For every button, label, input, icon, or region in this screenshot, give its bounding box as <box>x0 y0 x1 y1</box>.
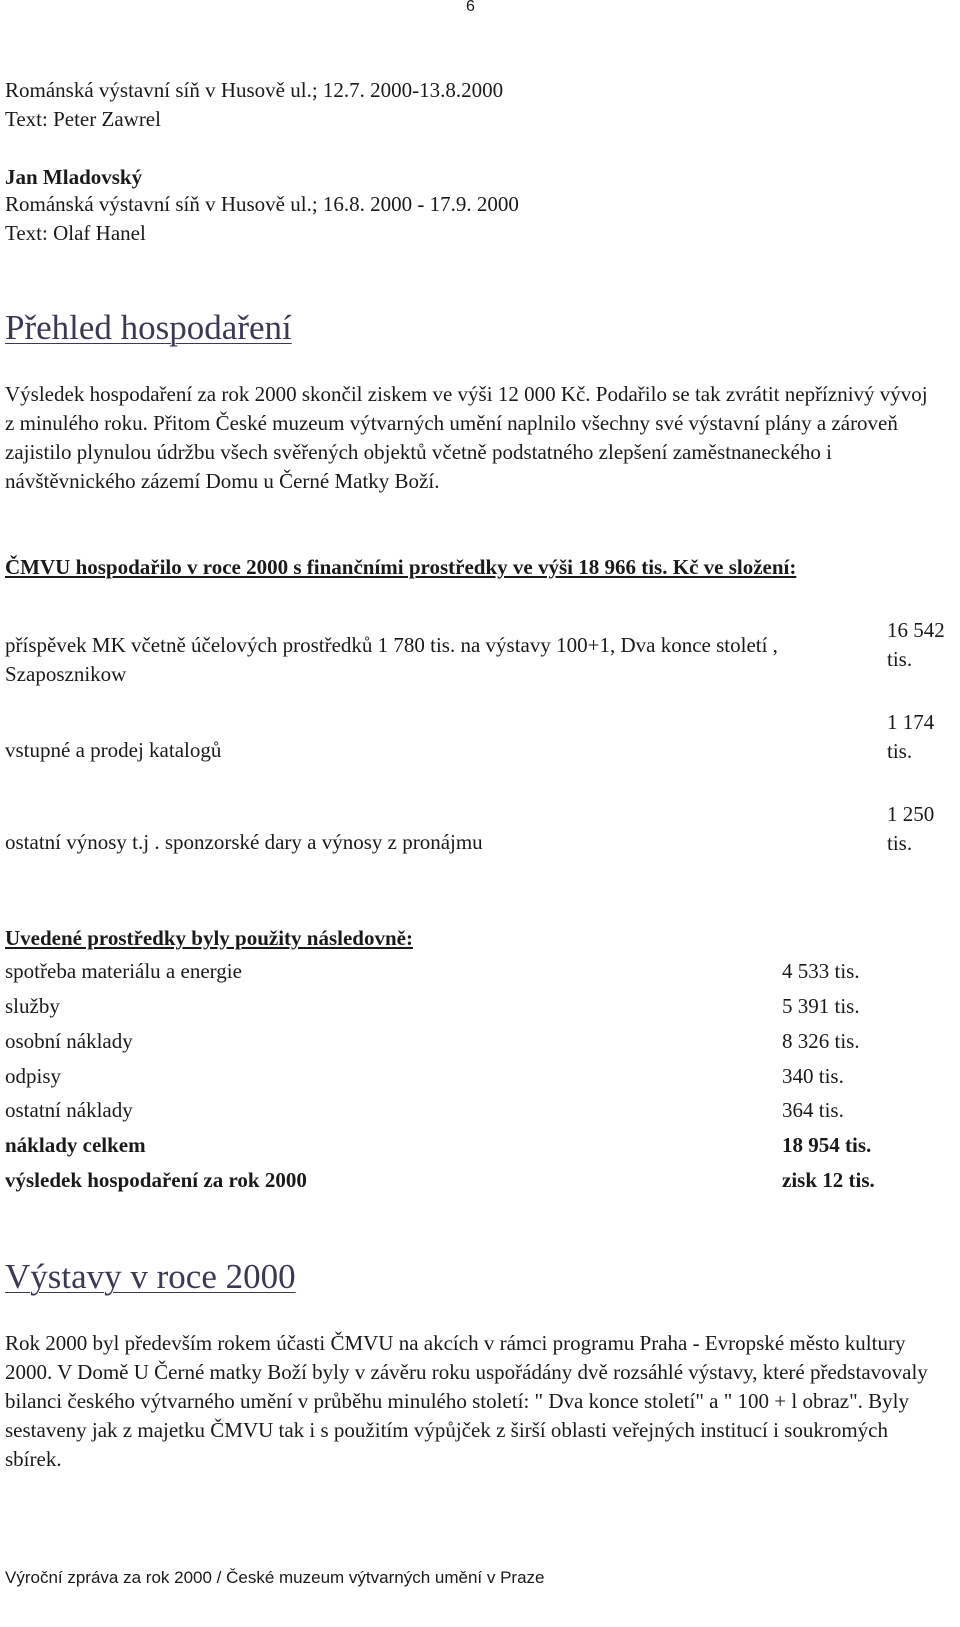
page-footer: Výroční zpráva za rok 2000 / České muzeum výtvarných umění v Praze <box>5 1568 545 1587</box>
exhibition-venue-line: Románská výstavní síň v Husově ul.; 16.8. 2000 - 17.9. 2000 <box>5 192 519 216</box>
expense-label: osobní náklady <box>5 1029 133 1053</box>
expense-label: služby <box>5 994 60 1018</box>
expense-label: náklady celkem <box>5 1133 146 1157</box>
income-label: ostatní výnosy t.j . sponzorské dary a výnosy z pronájmu <box>5 830 483 854</box>
expense-value: 364 tis. <box>782 1098 844 1122</box>
expenses-heading: Uvedené prostředky byly použity následovně: <box>5 926 413 950</box>
expense-row <box>5 1025 915 1058</box>
result-value: zisk 12 tis. <box>782 1168 875 1192</box>
exhibition-artist-name: Jan Mladovský <box>5 165 143 189</box>
income-value: 1 174 tis. <box>887 710 935 763</box>
expense-total-row <box>5 1129 915 1162</box>
expense-label: ostatní náklady <box>5 1098 133 1122</box>
exhibition-text-author: Text: Peter Zawrel <box>5 107 161 131</box>
income-value: 16 542 tis. <box>887 618 945 671</box>
page-number: 6 <box>466 0 475 15</box>
income-label: vstupné a prodej katalogů <box>5 738 222 762</box>
finance-composition-heading: ČMVU hospodařilo v roce 2000 s finančními prostředky ve výši 18 966 tis. Kč ve složení: <box>5 555 797 579</box>
expense-label: spotřeba materiálu a energie <box>5 959 242 983</box>
exhibitions-paragraph: Rok 2000 byl především rokem účasti ČMVU na akcích v rámci programu Praha - Evropské město kultury 2000. V Domě U Černé matky Boží byly v závěru roku uspořádány dvě rozsáhlé výstavy, které představovaly bilanci českého výtvarného umění v průběhu minulého století: " Dva konce století" a " 100 + l obraz". Byly sestaveny jak z majetku ČMVU tak i s použitím výpůjček z širší oblasti veřejných institucí i soukromých sbírek. <box>5 1331 928 1471</box>
income-row <box>5 706 955 796</box>
expense-label: odpisy <box>5 1064 62 1088</box>
expense-value: 5 391 tis. <box>782 994 860 1018</box>
section-heading-finances: Přehled hospodaření <box>5 308 292 347</box>
expense-row <box>5 1094 915 1127</box>
expense-value: 8 326 tis. <box>782 1029 860 1053</box>
result-row <box>5 1164 915 1197</box>
result-label: výsledek hospodaření za rok 2000 <box>5 1168 307 1192</box>
expense-value: 18 954 tis. <box>782 1133 872 1157</box>
income-row <box>5 614 955 704</box>
income-value: 1 250 tis. <box>887 802 935 855</box>
exhibition-venue-line: Románská výstavní síň v Husově ul.; 12.7. 2000-13.8.2000 <box>5 78 504 102</box>
section-heading-exhibitions: Výstavy v roce 2000 <box>5 1257 296 1296</box>
finance-summary-paragraph: Výsledek hospodaření za rok 2000 skončil ziskem ve výši 12 000 Kč. Podařilo se tak zvrátit nepříznivý vývoj z minulého roku. Přitom České muzeum výtvarných umění naplnilo všechny své výstavní plány a zároveň zajistilo plynulou údržbu všech svěřených objektů včetně podstatného zlepšení zaměstnaneckého i návštěvnického zázemí Domu u Černé Matky Boží. <box>5 382 928 493</box>
expense-row <box>5 955 915 988</box>
expense-value: 340 tis. <box>782 1064 844 1088</box>
expense-row <box>5 990 915 1023</box>
income-label: příspěvek MK včetně účelových prostředků 1 780 tis. na výstavy 100+1, Dva konce století , Szaposznikow <box>5 633 778 686</box>
expense-value: 4 533 tis. <box>782 959 860 983</box>
exhibition-text-author: Text: Olaf Hanel <box>5 221 146 245</box>
expense-row <box>5 1060 915 1093</box>
income-row <box>5 798 955 888</box>
